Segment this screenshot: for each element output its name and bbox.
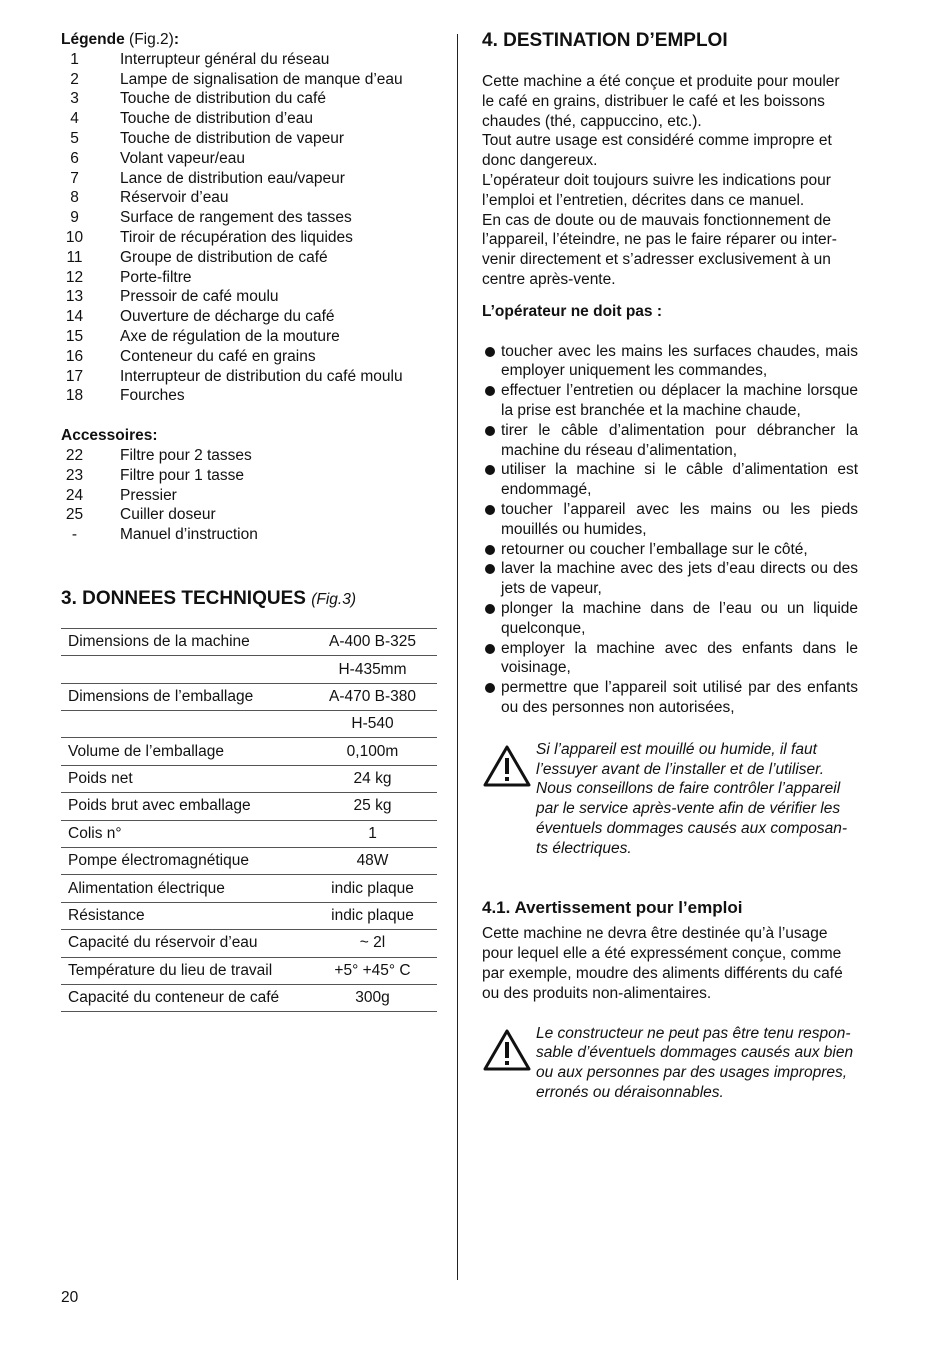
item-number: 9 <box>70 209 79 227</box>
list-item <box>61 486 437 506</box>
item-text: Touche de distribution du café <box>120 90 326 108</box>
page-number: 20 <box>61 1289 79 1306</box>
table-row <box>61 793 437 820</box>
bullet-text: retourner ou coucher l’emballage sur le côté, <box>501 540 808 558</box>
item-text: Touche de distribution d’eau <box>120 110 314 128</box>
item-text: Pressier <box>120 486 177 504</box>
spec-label: Capacité du réservoir d’eau <box>61 930 308 957</box>
item-number: 10 <box>65 228 84 246</box>
item-text: Filtre pour 1 tasse <box>120 466 245 484</box>
list-item <box>61 149 437 169</box>
text-line: par exemple, moudre des aliments différents du café <box>482 965 843 983</box>
list-item <box>61 109 437 129</box>
bullet-item <box>482 342 858 382</box>
table-row <box>61 930 437 957</box>
warning-block-1 <box>482 740 858 859</box>
spec-value: ~ 2l <box>308 930 437 957</box>
list-item <box>61 386 437 406</box>
item-text: Tiroir de récupération des liquides <box>120 228 353 246</box>
bullet-dot-icon <box>485 604 495 614</box>
item-number: 2 <box>70 70 79 88</box>
table-row <box>61 875 437 902</box>
list-item <box>61 525 437 545</box>
bullet-item <box>482 678 858 718</box>
list-item <box>61 347 437 367</box>
spec-value: indic plaque <box>308 902 437 929</box>
bullet-text: tirer le câble d’alimentation pour débrancher la machine du réseau d’alimentation, <box>501 421 858 459</box>
spec-label: Température du lieu de travail <box>61 957 308 984</box>
list-item <box>61 466 437 486</box>
text-line: ou des produits non-alimentaires. <box>482 984 712 1002</box>
spec-value: indic plaque <box>308 875 437 902</box>
list-item <box>61 208 437 228</box>
table-row <box>61 711 437 738</box>
legend-title: Légende (Fig.2): <box>61 31 179 48</box>
tech-heading: 3. DONNEES TECHNIQUES (Fig.3) <box>61 587 357 609</box>
tech-table <box>61 628 437 1012</box>
bullet-dot-icon <box>485 426 495 436</box>
spec-label: Pompe électromagnétique <box>61 848 308 875</box>
list-item <box>61 446 437 466</box>
spec-value: +5° +45° C <box>308 957 437 984</box>
text-line: pour lequel elle a été expressément conçue, comme <box>482 945 842 963</box>
item-number: 13 <box>65 288 84 306</box>
list-item <box>61 327 437 347</box>
bullet-dot-icon <box>485 347 495 357</box>
item-number: 22 <box>65 446 84 464</box>
table-row <box>61 957 437 984</box>
bullet-text: laver la machine avec des jets d’eau directs ou des jets de vapeur, <box>501 560 858 598</box>
legend-list <box>61 50 437 406</box>
spec-label <box>61 656 308 683</box>
text-line: Cette machine a été conçue et produite pour mouler <box>482 73 840 90</box>
text-line: par le service après-vente afin de vérifier les <box>536 800 841 818</box>
item-number: 7 <box>70 169 79 187</box>
spec-label: Colis n° <box>61 820 308 847</box>
item-text: Porte-filtre <box>120 268 192 286</box>
bullet-item <box>482 421 858 461</box>
warning-triangle-icon <box>482 1028 536 1103</box>
text-line: Nous conseillons de faire contrôler l’appareil <box>536 780 841 798</box>
left-column <box>61 30 437 1012</box>
table-row <box>61 848 437 875</box>
item-number: 14 <box>65 308 84 326</box>
table-row <box>61 765 437 792</box>
operator-title: L’opérateur ne doit pas : <box>482 302 662 320</box>
bullet-item <box>482 500 858 540</box>
bullet-text: employer la machine avec des enfants dans le voisinage, <box>501 639 858 677</box>
spec-value: 300g <box>308 985 437 1012</box>
item-number: 16 <box>65 347 84 365</box>
item-number: 8 <box>70 189 79 207</box>
spec-value: A-470 B-380 <box>308 683 437 710</box>
spec-value: 24 kg <box>308 765 437 792</box>
text-line: éventuels dommages causés aux composan- <box>536 819 848 837</box>
bullet-item <box>482 540 858 560</box>
bullet-text: permettre que l’appareil soit utilisé par des enfants ou des personnes non autorisées, <box>501 679 858 716</box>
bullet-dot-icon <box>485 564 495 574</box>
list-item <box>61 89 437 109</box>
text-line: l’essuyer avant de l’installer et de l’utiliser. <box>536 760 825 778</box>
table-row <box>61 902 437 929</box>
item-number: 15 <box>65 327 84 345</box>
bullet-item <box>482 381 858 421</box>
item-number: 4 <box>70 110 79 128</box>
item-text: Filtre pour 2 tasses <box>120 446 252 464</box>
item-number: 1 <box>70 50 79 68</box>
table-row <box>61 985 437 1012</box>
item-number: 17 <box>65 367 84 385</box>
item-text: Lampe de signalisation de manque d’eau <box>120 70 403 88</box>
text-line: Cette machine ne devra être destinée qu’à l’usage <box>482 925 828 943</box>
item-number: 5 <box>70 129 79 147</box>
text-line: En cas de doute ou de mauvais fonctionnement de <box>482 211 831 229</box>
item-number: 12 <box>65 268 84 286</box>
bullet-text: toucher l’appareil avec les mains ou les pieds mouillés ou humides, <box>501 500 858 538</box>
list-item <box>61 188 437 208</box>
list-item <box>61 248 437 268</box>
bullet-dot-icon <box>485 683 495 693</box>
table-row <box>61 738 437 765</box>
spec-label: Résistance <box>61 902 308 929</box>
list-item <box>61 505 437 525</box>
text-line: chaudes (thé, cappuccino, etc.). <box>482 112 702 130</box>
text-line: l’appareil, l’éteindre, ne pas le faire réparer ou inter- <box>482 231 837 249</box>
text-line: Tout autre usage est considéré comme impropre et <box>482 132 832 150</box>
accessories-list <box>61 446 437 545</box>
text-line: L’opérateur doit toujours suivre les indications pour <box>482 171 831 189</box>
table-row <box>61 628 437 655</box>
table-row <box>61 683 437 710</box>
text-line: le café en grains, distribuer le café et les boissons <box>482 92 825 110</box>
item-number: 25 <box>65 506 84 524</box>
item-text: Touche de distribution de vapeur <box>120 129 345 147</box>
avertissement-heading: 4.1. Avertissement pour l’emploi <box>482 898 743 918</box>
spec-label: Dimensions de la machine <box>61 628 308 655</box>
spec-label: Volume de l’emballage <box>61 738 308 765</box>
spec-value: A-400 B-325 <box>308 628 437 655</box>
spec-value: 1 <box>308 820 437 847</box>
list-item <box>61 228 437 248</box>
item-text: Interrupteur général du réseau <box>120 50 330 68</box>
item-number: 11 <box>66 248 83 266</box>
list-item <box>61 70 437 90</box>
spec-value: 48W <box>308 848 437 875</box>
item-number: 23 <box>65 466 84 484</box>
table-row <box>61 820 437 847</box>
item-number: 24 <box>65 486 84 504</box>
column-divider <box>457 34 458 1280</box>
destination-intro <box>482 72 858 290</box>
right-column <box>482 30 858 1103</box>
bullet-dot-icon <box>485 465 495 475</box>
spec-value: H-540 <box>308 711 437 738</box>
item-number: 6 <box>70 149 79 167</box>
bullet-item <box>482 460 858 500</box>
spec-label <box>61 711 308 738</box>
item-text: Groupe de distribution de café <box>120 248 328 266</box>
destination-heading: 4. DESTINATION D’EMPLOI <box>482 30 728 51</box>
item-text: Lance de distribution eau/vapeur <box>120 169 345 187</box>
bullet-text: utiliser la machine si le câble d’alimentation est endommagé, <box>501 461 858 499</box>
text-line: donc dangereux. <box>482 152 598 170</box>
text-line: ou aux personnes par des usages impropres, <box>536 1064 848 1082</box>
item-text: Surface de rangement des tasses <box>120 209 352 227</box>
bullet-dot-icon <box>485 644 495 654</box>
bullet-item <box>482 559 858 599</box>
list-item <box>61 129 437 149</box>
item-text: Pressoir de café moulu <box>120 288 279 306</box>
bullet-item <box>482 639 858 679</box>
item-text: Conteneur du café en grains <box>120 347 316 365</box>
text-line: Le constructeur ne peut pas être tenu respon- <box>536 1024 851 1042</box>
item-text: Réservoir d’eau <box>120 189 229 207</box>
item-text: Cuiller doseur <box>120 506 216 524</box>
list-item <box>61 307 437 327</box>
text-line: sable d’éventuels dommages causés aux bien <box>536 1044 854 1062</box>
list-item <box>61 367 437 387</box>
bullet-text: effectuer l’entretien ou déplacer la machine lorsque la prise est branchée et la machine chaude, <box>501 382 858 419</box>
item-number: 18 <box>65 387 84 405</box>
spec-value: 25 kg <box>308 793 437 820</box>
text-line: ts électriques. <box>536 839 632 857</box>
list-item <box>61 169 437 189</box>
warning-text-1 <box>536 740 858 859</box>
avertissement-text <box>482 924 858 1003</box>
bullet-item <box>482 599 858 639</box>
bullet-dot-icon <box>485 386 495 396</box>
spec-label: Poids brut avec emballage <box>61 793 308 820</box>
spec-label: Alimentation électrique <box>61 875 308 902</box>
spec-value: 0,100m <box>308 738 437 765</box>
text-line: centre après-vente. <box>482 270 616 288</box>
spec-label: Poids net <box>61 765 308 792</box>
operator-bullets <box>482 342 858 718</box>
list-item <box>61 287 437 307</box>
item-text: Interrupteur de distribution du café moulu <box>120 367 403 385</box>
spec-label: Dimensions de l’emballage <box>61 683 308 710</box>
warning-text-2 <box>536 1024 858 1103</box>
bullet-dot-icon <box>485 545 495 555</box>
list-item <box>61 268 437 288</box>
warning-triangle-icon <box>482 744 536 859</box>
item-text: Axe de régulation de la mouture <box>120 327 340 345</box>
bullet-text: toucher avec les mains les surfaces chaudes, mais employer uniquement les commandes, <box>501 342 858 380</box>
table-row <box>61 656 437 683</box>
accessories-title: Accessoires: <box>61 427 158 445</box>
text-line: l’emploi et l’entretien, décrites dans ce manuel. <box>482 191 805 209</box>
item-text: Ouverture de décharge du café <box>120 308 335 326</box>
bullet-text: plonger la machine dans de l’eau ou un liquide quelconque, <box>501 599 858 637</box>
spec-value: H-435mm <box>308 656 437 683</box>
item-text: Fourches <box>120 387 185 405</box>
warning-block-2 <box>482 1024 858 1103</box>
item-text: Volant vapeur/eau <box>120 149 245 167</box>
text-line: venir directement et s’adresser exclusivement à un <box>482 251 831 269</box>
list-item <box>61 50 437 70</box>
bullet-dot-icon <box>485 505 495 515</box>
text-line: Si l’appareil est mouillé ou humide, il faut <box>536 740 817 758</box>
item-text: Manuel d’instruction <box>120 526 258 544</box>
spec-label: Capacité du conteneur de café <box>61 985 308 1012</box>
text-line: erronés ou déraisonnables. <box>536 1084 724 1102</box>
item-number: - <box>71 526 78 544</box>
item-number: 3 <box>70 90 79 108</box>
